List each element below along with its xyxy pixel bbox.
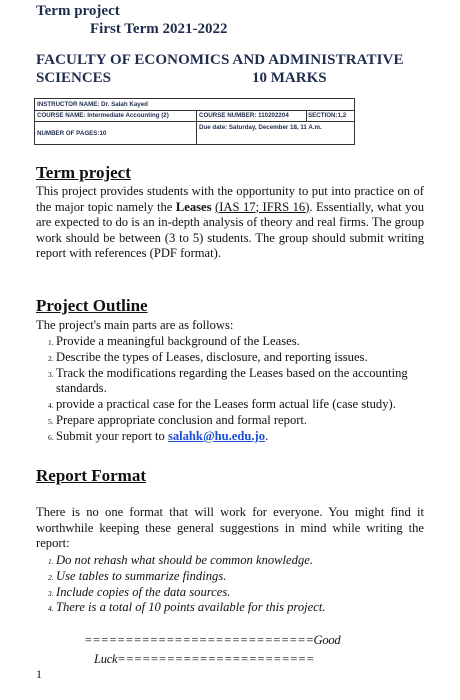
report-format-item-text: There is a total of 10 points available for this project.: [56, 600, 326, 615]
outline-list: [36, 334, 426, 445]
course-name: COURSE NAME: Intermediate Accounting (2): [37, 112, 169, 119]
outline-item: [36, 334, 426, 350]
outline-item: [36, 366, 426, 398]
number-of-pages: NUMBER OF PAGES:10: [37, 130, 107, 137]
report-format-item-text: Do not rehash what should be common knowledge.: [56, 553, 313, 567]
outline-item-text: Submit your report to: [56, 428, 168, 443]
outline-item: [36, 429, 426, 445]
due-date: Due date: Saturday, December 18, 11 A.m.: [199, 124, 322, 131]
course-info-table: [34, 98, 355, 145]
report-format-item-text: Use tables to summarize findings.: [56, 568, 227, 583]
outline-item: [36, 413, 426, 429]
standards-reference-link[interactable]: (IAS 17; IFRS 16): [215, 199, 310, 214]
term-project-topic: Leases: [175, 199, 212, 214]
marks-label: 10 MARKS: [252, 70, 327, 86]
report-format-item-number: 2.: [48, 572, 54, 582]
outline-item-number: 6.: [48, 432, 54, 442]
term-project-paragraph: [36, 184, 424, 262]
outline-heading: Project Outline: [36, 296, 148, 315]
outline-intro: The project's main parts are as follows:: [36, 318, 234, 332]
header-title: Term project: [36, 3, 120, 19]
faculty-name-line2: [36, 70, 336, 87]
report-format-item-number: 3.: [48, 588, 54, 598]
faculty-name-line1: FACULTY OF ECONOMICS AND ADMINISTRATIVE: [36, 52, 404, 68]
header-term: First Term 2021-2022: [90, 21, 228, 37]
report-format-item-number: 4.: [48, 604, 54, 614]
outline-item-text: provide a practical case for the Leases form actual life (case study).: [56, 397, 396, 412]
instructor-name: INSTRUCTOR NAME: Dr. Salah Kayed: [37, 101, 148, 108]
closing-line-2: Luck========================: [94, 652, 315, 666]
outline-item-number: 5.: [48, 416, 54, 426]
report-format-heading: Report Format: [36, 466, 146, 485]
outline-item-number: 2.: [48, 353, 54, 363]
report-format-item: [36, 569, 426, 585]
report-format-item-number: 1.: [48, 557, 54, 566]
page-number: 1: [36, 667, 42, 681]
section: SECTION:1,2: [308, 112, 347, 119]
report-format-item: [36, 585, 426, 601]
outline-item: [36, 350, 426, 366]
email-suffix: .: [265, 428, 269, 443]
term-project-heading: Term project: [36, 163, 131, 182]
report-format-item: [36, 553, 426, 569]
outline-item-text: Provide a meaningful background of the Leases.: [56, 334, 300, 348]
email-link[interactable]: salahk@hu.edu.jo: [167, 428, 266, 443]
report-format-item-text: Include copies of the data sources.: [56, 584, 231, 599]
closing-line-1: ============================Good: [84, 633, 341, 647]
report-format-item: [36, 600, 426, 616]
outline-item: [36, 397, 426, 413]
outline-item-text: Track the modifications regarding the Leases based on the accounting standards.: [56, 365, 408, 396]
faculty-name-sciences: SCIENCES: [36, 70, 112, 86]
outline-item-text: Prepare appropriate conclusion and formal report.: [56, 412, 308, 427]
course-number: COURSE NUMBER: 110202204: [199, 112, 289, 119]
outline-item-text: Describe the types of Leases, disclosure, and reporting issues.: [56, 349, 368, 364]
term-project-text-2: . Essentially, what you are expected to do is an in-depth analysis of theory and real firms. The group work should be between (3 to 5) students. The group should submit writing report with references (PDF format).: [36, 199, 424, 261]
outline-item-number: 3.: [48, 369, 54, 379]
outline-item-number: 1.: [48, 338, 54, 347]
report-format-list: [36, 553, 426, 616]
outline-item-number: 4.: [48, 401, 54, 411]
report-format-paragraph: There is no one format that will work for everyone. You might find it worthwhile keeping these general suggestions in mind while writing the report:: [36, 505, 424, 551]
term-project-text-1: This project provides students with the opportunity to put into practice on of the major topic namely the: [36, 184, 424, 214]
